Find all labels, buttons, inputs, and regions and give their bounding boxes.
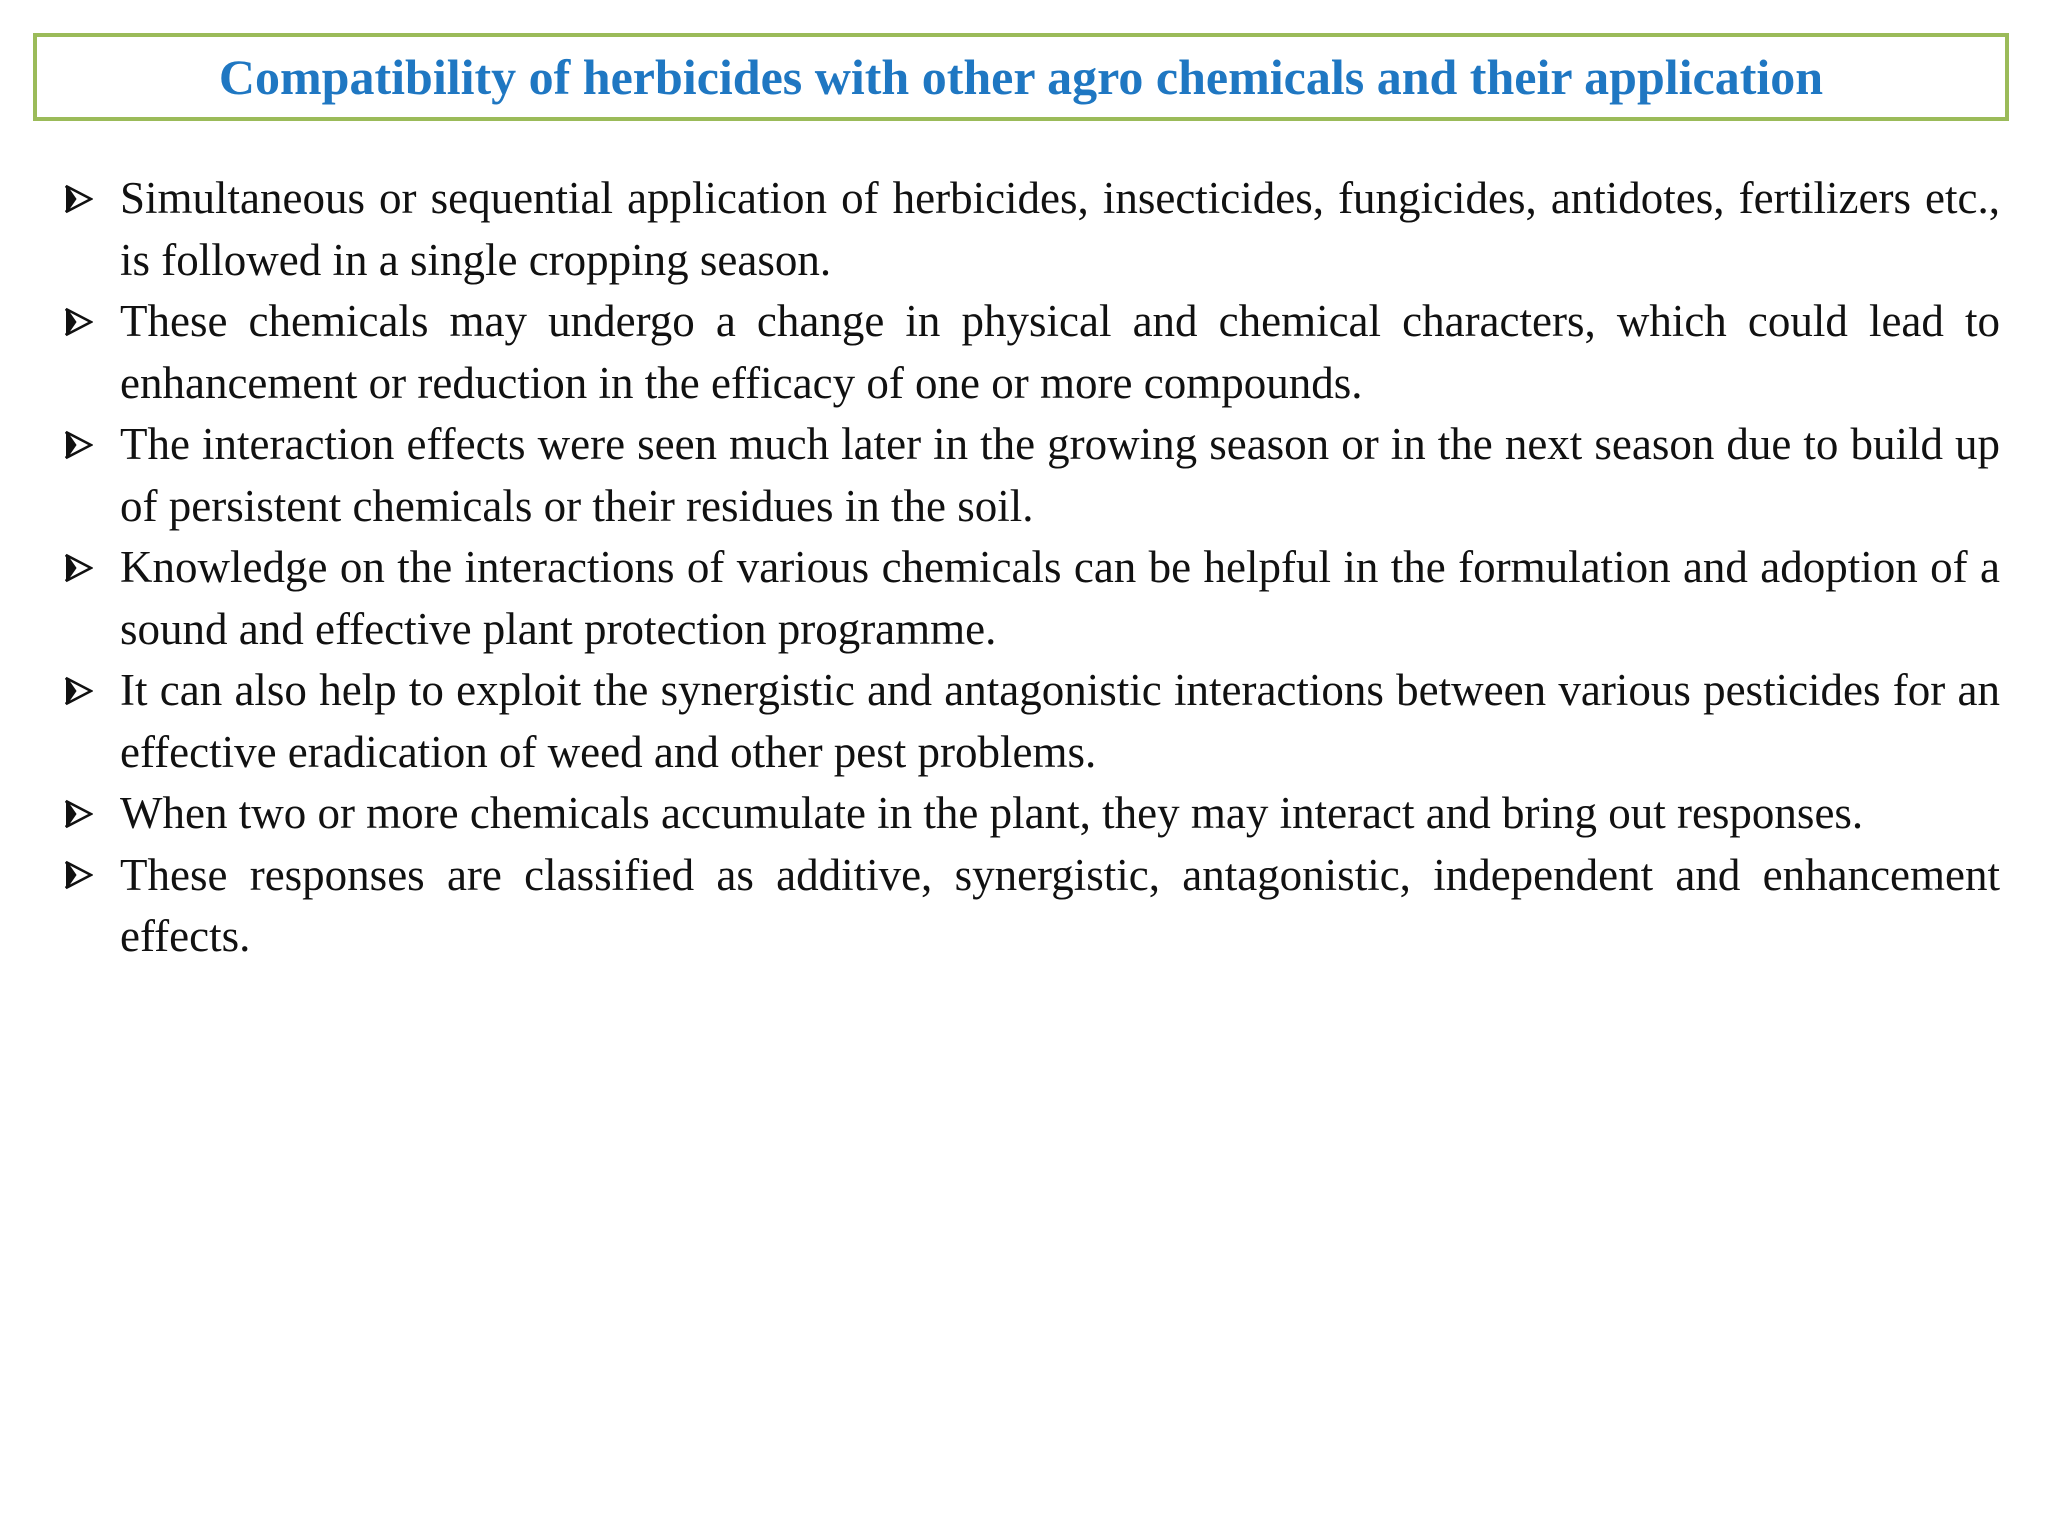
bullet-item [60, 783, 2000, 845]
arrowhead-bullet-icon [60, 414, 96, 476]
bullet-text: These responses are classified as additive, synergistic, antagonistic, independent and enhancement effects. [120, 849, 2000, 961]
bullet-text: It can also help to exploit the synergistic and antagonistic interactions between various pesticides for an effective eradication of weed and other pest problems. [120, 665, 2000, 777]
slide-title: Compatibility of herbicides with other agro chemicals and their application [218, 49, 1824, 105]
arrowhead-bullet-icon [60, 291, 96, 353]
arrowhead-bullet-icon [60, 660, 96, 722]
arrowhead-bullet-icon [60, 168, 96, 230]
bullet-item [60, 168, 2000, 291]
bullet-text: These chemicals may undergo a change in physical and chemical characters, which could lead to enhancement or reduction in the efficacy of one or more compounds. [120, 296, 2000, 408]
bullet-list [60, 168, 2000, 968]
bullet-text: Simultaneous or sequential application of herbicides, insecticides, fungicides, antidotes, fertilizers etc., is followed in a single cropping season. [120, 173, 2000, 285]
arrowhead-bullet-icon [60, 845, 96, 907]
bullet-text: Knowledge on the interactions of various chemicals can be helpful in the formulation and adoption of a sound and effective plant protection programme. [120, 542, 2000, 654]
arrowhead-bullet-icon [60, 783, 96, 845]
bullet-text: The interaction effects were seen much later in the growing season or in the next season due to build up of persistent chemicals or their residues in the soil. [120, 419, 2000, 531]
bullet-item [60, 537, 2000, 660]
bullet-item [60, 845, 2000, 968]
bullet-item [60, 414, 2000, 537]
bullet-item [60, 660, 2000, 783]
bullet-item [60, 291, 2000, 414]
title-box [33, 33, 2009, 121]
bullet-text: When two or more chemicals accumulate in the plant, they may interact and bring out responses. [120, 788, 1864, 838]
arrowhead-bullet-icon [60, 537, 96, 599]
